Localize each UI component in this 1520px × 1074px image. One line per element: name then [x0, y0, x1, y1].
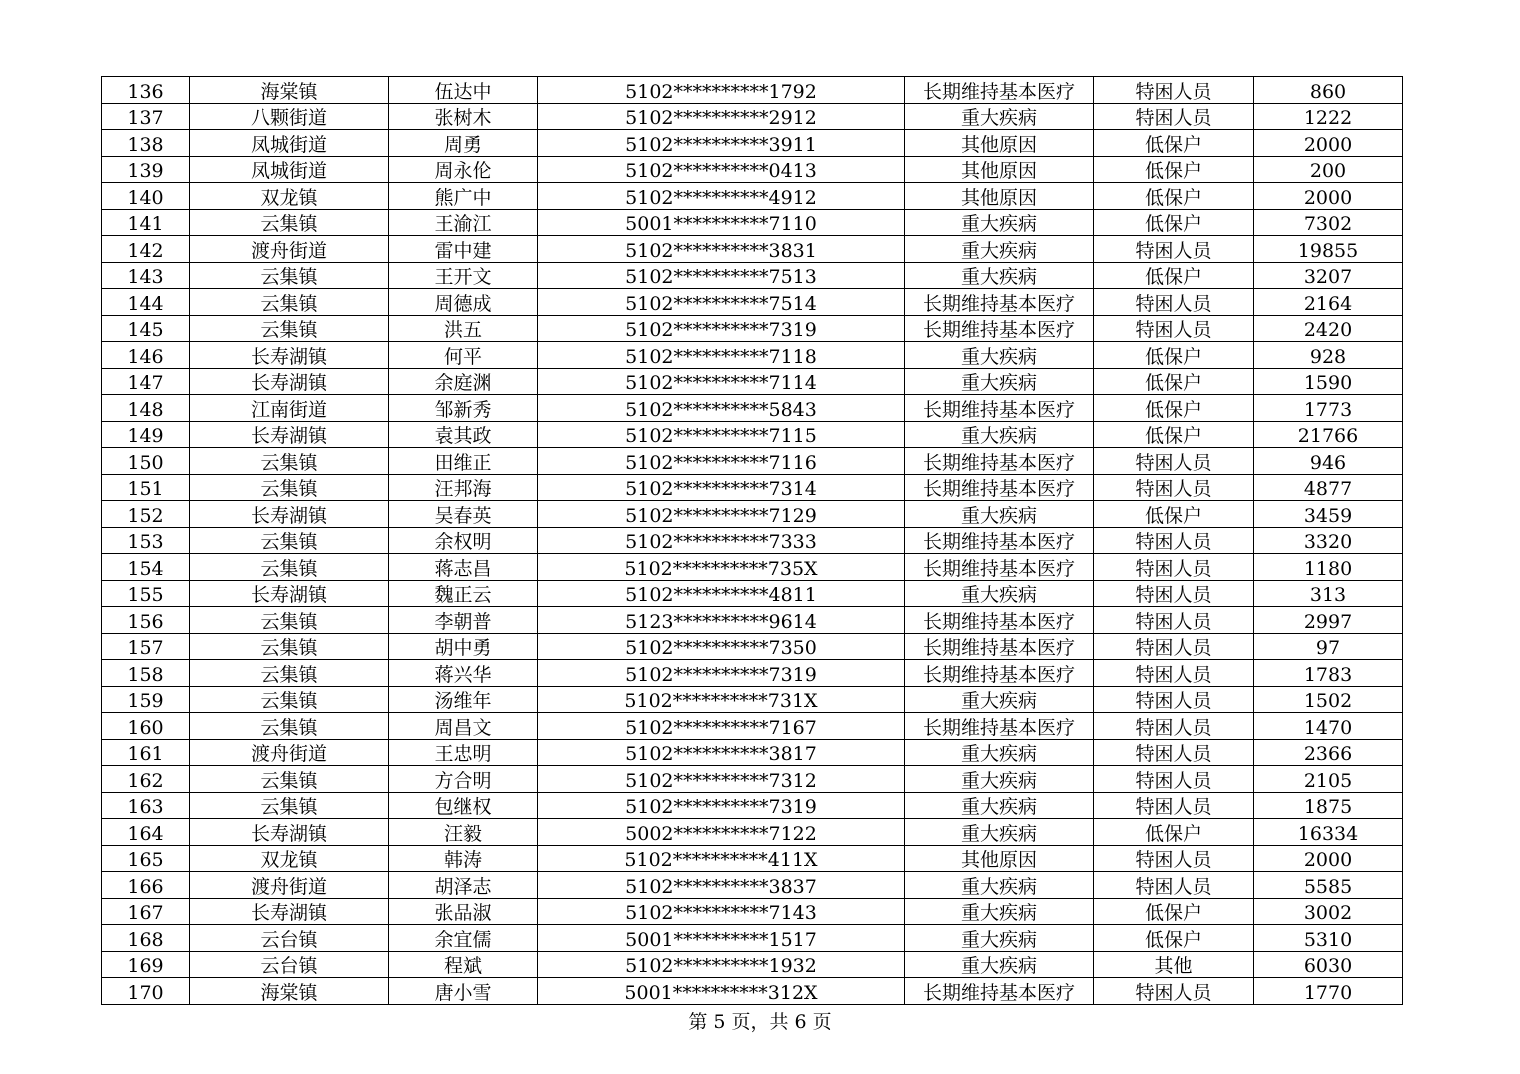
name-cell: 余权明 — [389, 527, 538, 554]
town-cell: 云集镇 — [190, 209, 389, 236]
amount-cell: 4877 — [1254, 474, 1403, 501]
category-cell: 特困人员 — [1094, 792, 1254, 819]
amount-cell: 2105 — [1254, 766, 1403, 793]
id-number-cell: 5102**********7514 — [538, 289, 905, 316]
table-row — [102, 898, 1403, 925]
category-cell: 特困人员 — [1094, 660, 1254, 687]
name-cell: 洪五 — [389, 315, 538, 342]
table-row — [102, 342, 1403, 369]
town-cell: 长寿湖镇 — [190, 580, 389, 607]
id-number-cell: 5001**********1517 — [538, 925, 905, 952]
amount-cell: 1222 — [1254, 103, 1403, 130]
reason-cell: 重大疾病 — [905, 103, 1094, 130]
table-row — [102, 209, 1403, 236]
category-cell: 特困人员 — [1094, 554, 1254, 581]
row-number-cell: 138 — [102, 130, 190, 157]
name-cell: 周昌文 — [389, 713, 538, 740]
id-number-cell: 5102**********1932 — [538, 951, 905, 978]
id-number-cell: 5123**********9614 — [538, 607, 905, 634]
row-number-cell: 152 — [102, 501, 190, 528]
town-cell: 云集镇 — [190, 713, 389, 740]
table-row — [102, 951, 1403, 978]
town-cell: 渡舟街道 — [190, 236, 389, 263]
town-cell: 八颗街道 — [190, 103, 389, 130]
amount-cell: 3320 — [1254, 527, 1403, 554]
reason-cell: 长期维持基本医疗 — [905, 474, 1094, 501]
reason-cell: 重大疾病 — [905, 236, 1094, 263]
amount-cell: 2420 — [1254, 315, 1403, 342]
town-cell: 云台镇 — [190, 951, 389, 978]
category-cell: 低保户 — [1094, 421, 1254, 448]
table-row — [102, 421, 1403, 448]
table-row — [102, 686, 1403, 713]
reason-cell: 重大疾病 — [905, 262, 1094, 289]
id-number-cell: 5102**********0413 — [538, 156, 905, 183]
reason-cell: 重大疾病 — [905, 342, 1094, 369]
id-number-cell: 5102**********7143 — [538, 898, 905, 925]
id-number-cell: 5102**********7129 — [538, 501, 905, 528]
category-cell: 低保户 — [1094, 209, 1254, 236]
town-cell: 长寿湖镇 — [190, 501, 389, 528]
table-row — [102, 156, 1403, 183]
category-cell: 低保户 — [1094, 395, 1254, 422]
category-cell: 特困人员 — [1094, 77, 1254, 104]
table-row — [102, 262, 1403, 289]
row-number-cell: 143 — [102, 262, 190, 289]
reason-cell: 重大疾病 — [905, 819, 1094, 846]
category-cell: 其他 — [1094, 951, 1254, 978]
row-number-cell: 150 — [102, 448, 190, 475]
amount-cell: 2366 — [1254, 739, 1403, 766]
reason-cell: 重大疾病 — [905, 421, 1094, 448]
category-cell: 特困人员 — [1094, 236, 1254, 263]
category-cell: 低保户 — [1094, 368, 1254, 395]
name-cell: 张树木 — [389, 103, 538, 130]
row-number-cell: 170 — [102, 978, 190, 1005]
category-cell: 特困人员 — [1094, 315, 1254, 342]
table-row — [102, 554, 1403, 581]
amount-cell: 200 — [1254, 156, 1403, 183]
name-cell: 雷中建 — [389, 236, 538, 263]
row-number-cell: 156 — [102, 607, 190, 634]
name-cell: 唐小雪 — [389, 978, 538, 1005]
row-number-cell: 145 — [102, 315, 190, 342]
reason-cell: 长期维持基本医疗 — [905, 633, 1094, 660]
reason-cell: 重大疾病 — [905, 792, 1094, 819]
row-number-cell: 148 — [102, 395, 190, 422]
reason-cell: 重大疾病 — [905, 766, 1094, 793]
id-number-cell: 5102**********7312 — [538, 766, 905, 793]
table-row — [102, 289, 1403, 316]
id-number-cell: 5102**********7115 — [538, 421, 905, 448]
reason-cell: 长期维持基本医疗 — [905, 607, 1094, 634]
amount-cell: 1783 — [1254, 660, 1403, 687]
id-number-cell: 5102**********7118 — [538, 342, 905, 369]
name-cell: 汪毅 — [389, 819, 538, 846]
reason-cell: 长期维持基本医疗 — [905, 77, 1094, 104]
reason-cell: 重大疾病 — [905, 739, 1094, 766]
town-cell: 云集镇 — [190, 792, 389, 819]
amount-cell: 1773 — [1254, 395, 1403, 422]
id-number-cell: 5102**********3817 — [538, 739, 905, 766]
table-row — [102, 448, 1403, 475]
reason-cell: 长期维持基本医疗 — [905, 315, 1094, 342]
category-cell: 特困人员 — [1094, 580, 1254, 607]
town-cell: 渡舟街道 — [190, 872, 389, 899]
table-row — [102, 845, 1403, 872]
amount-cell: 928 — [1254, 342, 1403, 369]
id-number-cell: 5102**********3831 — [538, 236, 905, 263]
name-cell: 包继权 — [389, 792, 538, 819]
id-number-cell: 5102**********7513 — [538, 262, 905, 289]
id-number-cell: 5102**********3837 — [538, 872, 905, 899]
id-number-cell: 5102**********4912 — [538, 183, 905, 210]
row-number-cell: 169 — [102, 951, 190, 978]
town-cell: 云集镇 — [190, 660, 389, 687]
row-number-cell: 139 — [102, 156, 190, 183]
id-number-cell: 5102**********1792 — [538, 77, 905, 104]
town-cell: 云集镇 — [190, 448, 389, 475]
town-cell: 凤城街道 — [190, 130, 389, 157]
amount-cell: 313 — [1254, 580, 1403, 607]
category-cell: 特困人员 — [1094, 766, 1254, 793]
town-cell: 海棠镇 — [190, 77, 389, 104]
name-cell: 魏正云 — [389, 580, 538, 607]
amount-cell: 1470 — [1254, 713, 1403, 740]
table-row — [102, 766, 1403, 793]
row-number-cell: 154 — [102, 554, 190, 581]
reason-cell: 长期维持基本医疗 — [905, 660, 1094, 687]
town-cell: 云集镇 — [190, 474, 389, 501]
town-cell: 江南街道 — [190, 395, 389, 422]
row-number-cell: 166 — [102, 872, 190, 899]
table-row — [102, 130, 1403, 157]
row-number-cell: 163 — [102, 792, 190, 819]
row-number-cell: 147 — [102, 368, 190, 395]
row-number-cell: 149 — [102, 421, 190, 448]
town-cell: 云集镇 — [190, 554, 389, 581]
table-row — [102, 315, 1403, 342]
table-row — [102, 819, 1403, 846]
reason-cell: 其他原因 — [905, 183, 1094, 210]
name-cell: 熊广中 — [389, 183, 538, 210]
town-cell: 长寿湖镇 — [190, 421, 389, 448]
table-row — [102, 739, 1403, 766]
row-number-cell: 157 — [102, 633, 190, 660]
category-cell: 特困人员 — [1094, 289, 1254, 316]
town-cell: 云集镇 — [190, 289, 389, 316]
table-body — [102, 77, 1403, 1005]
name-cell: 李朝普 — [389, 607, 538, 634]
reason-cell: 长期维持基本医疗 — [905, 395, 1094, 422]
town-cell: 双龙镇 — [190, 845, 389, 872]
name-cell: 余宜儒 — [389, 925, 538, 952]
reason-cell: 重大疾病 — [905, 872, 1094, 899]
id-number-cell: 5001**********7110 — [538, 209, 905, 236]
amount-cell: 3002 — [1254, 898, 1403, 925]
town-cell: 长寿湖镇 — [190, 342, 389, 369]
reason-cell: 其他原因 — [905, 130, 1094, 157]
amount-cell: 16334 — [1254, 819, 1403, 846]
amount-cell: 1180 — [1254, 554, 1403, 581]
name-cell: 何平 — [389, 342, 538, 369]
reason-cell: 长期维持基本医疗 — [905, 527, 1094, 554]
id-number-cell: 5001**********312X — [538, 978, 905, 1005]
town-cell: 云集镇 — [190, 633, 389, 660]
reason-cell: 长期维持基本医疗 — [905, 289, 1094, 316]
amount-cell: 19855 — [1254, 236, 1403, 263]
category-cell: 低保户 — [1094, 342, 1254, 369]
reason-cell: 重大疾病 — [905, 580, 1094, 607]
name-cell: 周德成 — [389, 289, 538, 316]
reason-cell: 重大疾病 — [905, 501, 1094, 528]
row-number-cell: 151 — [102, 474, 190, 501]
id-number-cell: 5102**********2912 — [538, 103, 905, 130]
name-cell: 王忠明 — [389, 739, 538, 766]
amount-cell: 2000 — [1254, 183, 1403, 210]
reason-cell: 其他原因 — [905, 156, 1094, 183]
table-row — [102, 527, 1403, 554]
row-number-cell: 160 — [102, 713, 190, 740]
name-cell: 韩涛 — [389, 845, 538, 872]
amount-cell: 6030 — [1254, 951, 1403, 978]
table-row — [102, 368, 1403, 395]
name-cell: 袁其政 — [389, 421, 538, 448]
reason-cell: 重大疾病 — [905, 951, 1094, 978]
id-number-cell: 5102**********411X — [538, 845, 905, 872]
row-number-cell: 164 — [102, 819, 190, 846]
name-cell: 王开文 — [389, 262, 538, 289]
category-cell: 特困人员 — [1094, 872, 1254, 899]
amount-cell: 2997 — [1254, 607, 1403, 634]
town-cell: 海棠镇 — [190, 978, 389, 1005]
category-cell: 低保户 — [1094, 262, 1254, 289]
name-cell: 胡泽志 — [389, 872, 538, 899]
town-cell: 云集镇 — [190, 262, 389, 289]
category-cell: 低保户 — [1094, 130, 1254, 157]
amount-cell: 860 — [1254, 77, 1403, 104]
name-cell: 周永伦 — [389, 156, 538, 183]
assistance-records-table — [101, 76, 1403, 1005]
category-cell: 低保户 — [1094, 925, 1254, 952]
row-number-cell: 142 — [102, 236, 190, 263]
amount-cell: 5585 — [1254, 872, 1403, 899]
table-row — [102, 713, 1403, 740]
table-row — [102, 660, 1403, 687]
amount-cell: 1770 — [1254, 978, 1403, 1005]
reason-cell: 重大疾病 — [905, 925, 1094, 952]
category-cell: 低保户 — [1094, 183, 1254, 210]
category-cell: 低保户 — [1094, 156, 1254, 183]
id-number-cell: 5102**********7116 — [538, 448, 905, 475]
id-number-cell: 5102**********7319 — [538, 315, 905, 342]
row-number-cell: 140 — [102, 183, 190, 210]
table-row — [102, 792, 1403, 819]
category-cell: 特困人员 — [1094, 448, 1254, 475]
category-cell: 特困人员 — [1094, 607, 1254, 634]
row-number-cell: 167 — [102, 898, 190, 925]
reason-cell: 重大疾病 — [905, 686, 1094, 713]
page-number-footer: 第 5 页，共 6 页 — [688, 1011, 832, 1033]
town-cell: 云集镇 — [190, 766, 389, 793]
table-row — [102, 925, 1403, 952]
id-number-cell: 5102**********7333 — [538, 527, 905, 554]
name-cell: 汪邦海 — [389, 474, 538, 501]
table-row — [102, 580, 1403, 607]
id-number-cell: 5102**********735X — [538, 554, 905, 581]
name-cell: 蒋兴华 — [389, 660, 538, 687]
amount-cell: 2000 — [1254, 130, 1403, 157]
table-row — [102, 395, 1403, 422]
table-row — [102, 236, 1403, 263]
town-cell: 长寿湖镇 — [190, 898, 389, 925]
category-cell: 低保户 — [1094, 819, 1254, 846]
row-number-cell: 168 — [102, 925, 190, 952]
amount-cell: 97 — [1254, 633, 1403, 660]
name-cell: 余庭渊 — [389, 368, 538, 395]
amount-cell: 946 — [1254, 448, 1403, 475]
table-row — [102, 474, 1403, 501]
table-row — [102, 872, 1403, 899]
category-cell: 特困人员 — [1094, 713, 1254, 740]
table-row — [102, 607, 1403, 634]
id-number-cell: 5102**********7319 — [538, 792, 905, 819]
amount-cell: 1502 — [1254, 686, 1403, 713]
row-number-cell: 144 — [102, 289, 190, 316]
id-number-cell: 5102**********7350 — [538, 633, 905, 660]
category-cell: 特困人员 — [1094, 686, 1254, 713]
name-cell: 邹新秀 — [389, 395, 538, 422]
amount-cell: 7302 — [1254, 209, 1403, 236]
category-cell: 特困人员 — [1094, 739, 1254, 766]
id-number-cell: 5102**********4811 — [538, 580, 905, 607]
town-cell: 凤城街道 — [190, 156, 389, 183]
name-cell: 王渝江 — [389, 209, 538, 236]
row-number-cell: 159 — [102, 686, 190, 713]
reason-cell: 重大疾病 — [905, 898, 1094, 925]
id-number-cell: 5102**********5843 — [538, 395, 905, 422]
town-cell: 长寿湖镇 — [190, 819, 389, 846]
category-cell: 低保户 — [1094, 898, 1254, 925]
table-row — [102, 103, 1403, 130]
amount-cell: 2000 — [1254, 845, 1403, 872]
name-cell: 田维正 — [389, 448, 538, 475]
table-row — [102, 978, 1403, 1005]
town-cell: 渡舟街道 — [190, 739, 389, 766]
row-number-cell: 137 — [102, 103, 190, 130]
row-number-cell: 146 — [102, 342, 190, 369]
reason-cell: 长期维持基本医疗 — [905, 978, 1094, 1005]
town-cell: 长寿湖镇 — [190, 368, 389, 395]
town-cell: 云台镇 — [190, 925, 389, 952]
id-number-cell: 5102**********7319 — [538, 660, 905, 687]
name-cell: 胡中勇 — [389, 633, 538, 660]
row-number-cell: 162 — [102, 766, 190, 793]
amount-cell: 21766 — [1254, 421, 1403, 448]
category-cell: 特困人员 — [1094, 978, 1254, 1005]
reason-cell: 重大疾病 — [905, 209, 1094, 236]
name-cell: 周勇 — [389, 130, 538, 157]
id-number-cell: 5102**********7314 — [538, 474, 905, 501]
amount-cell: 2164 — [1254, 289, 1403, 316]
name-cell: 汤维年 — [389, 686, 538, 713]
name-cell: 吴春英 — [389, 501, 538, 528]
row-number-cell: 165 — [102, 845, 190, 872]
town-cell: 云集镇 — [190, 607, 389, 634]
amount-cell: 5310 — [1254, 925, 1403, 952]
town-cell: 云集镇 — [190, 315, 389, 342]
amount-cell: 3459 — [1254, 501, 1403, 528]
row-number-cell: 153 — [102, 527, 190, 554]
row-number-cell: 155 — [102, 580, 190, 607]
reason-cell: 长期维持基本医疗 — [905, 448, 1094, 475]
category-cell: 特困人员 — [1094, 845, 1254, 872]
id-number-cell: 5102**********7114 — [538, 368, 905, 395]
row-number-cell: 141 — [102, 209, 190, 236]
id-number-cell: 5002**********7122 — [538, 819, 905, 846]
name-cell: 方合明 — [389, 766, 538, 793]
category-cell: 特困人员 — [1094, 633, 1254, 660]
reason-cell: 长期维持基本医疗 — [905, 554, 1094, 581]
amount-cell: 1590 — [1254, 368, 1403, 395]
table-row — [102, 183, 1403, 210]
amount-cell: 3207 — [1254, 262, 1403, 289]
reason-cell: 长期维持基本医疗 — [905, 713, 1094, 740]
name-cell: 张品淑 — [389, 898, 538, 925]
town-cell: 云集镇 — [190, 527, 389, 554]
table-row — [102, 501, 1403, 528]
id-number-cell: 5102**********731X — [538, 686, 905, 713]
row-number-cell: 161 — [102, 739, 190, 766]
table-row — [102, 633, 1403, 660]
category-cell: 特困人员 — [1094, 474, 1254, 501]
amount-cell: 1875 — [1254, 792, 1403, 819]
id-number-cell: 5102**********7167 — [538, 713, 905, 740]
town-cell: 云集镇 — [190, 686, 389, 713]
name-cell: 伍达中 — [389, 77, 538, 104]
category-cell: 特困人员 — [1094, 103, 1254, 130]
category-cell: 特困人员 — [1094, 527, 1254, 554]
town-cell: 双龙镇 — [190, 183, 389, 210]
name-cell: 蒋志昌 — [389, 554, 538, 581]
row-number-cell: 136 — [102, 77, 190, 104]
name-cell: 程斌 — [389, 951, 538, 978]
table-row — [102, 77, 1403, 104]
reason-cell: 重大疾病 — [905, 368, 1094, 395]
category-cell: 低保户 — [1094, 501, 1254, 528]
reason-cell: 其他原因 — [905, 845, 1094, 872]
row-number-cell: 158 — [102, 660, 190, 687]
id-number-cell: 5102**********3911 — [538, 130, 905, 157]
